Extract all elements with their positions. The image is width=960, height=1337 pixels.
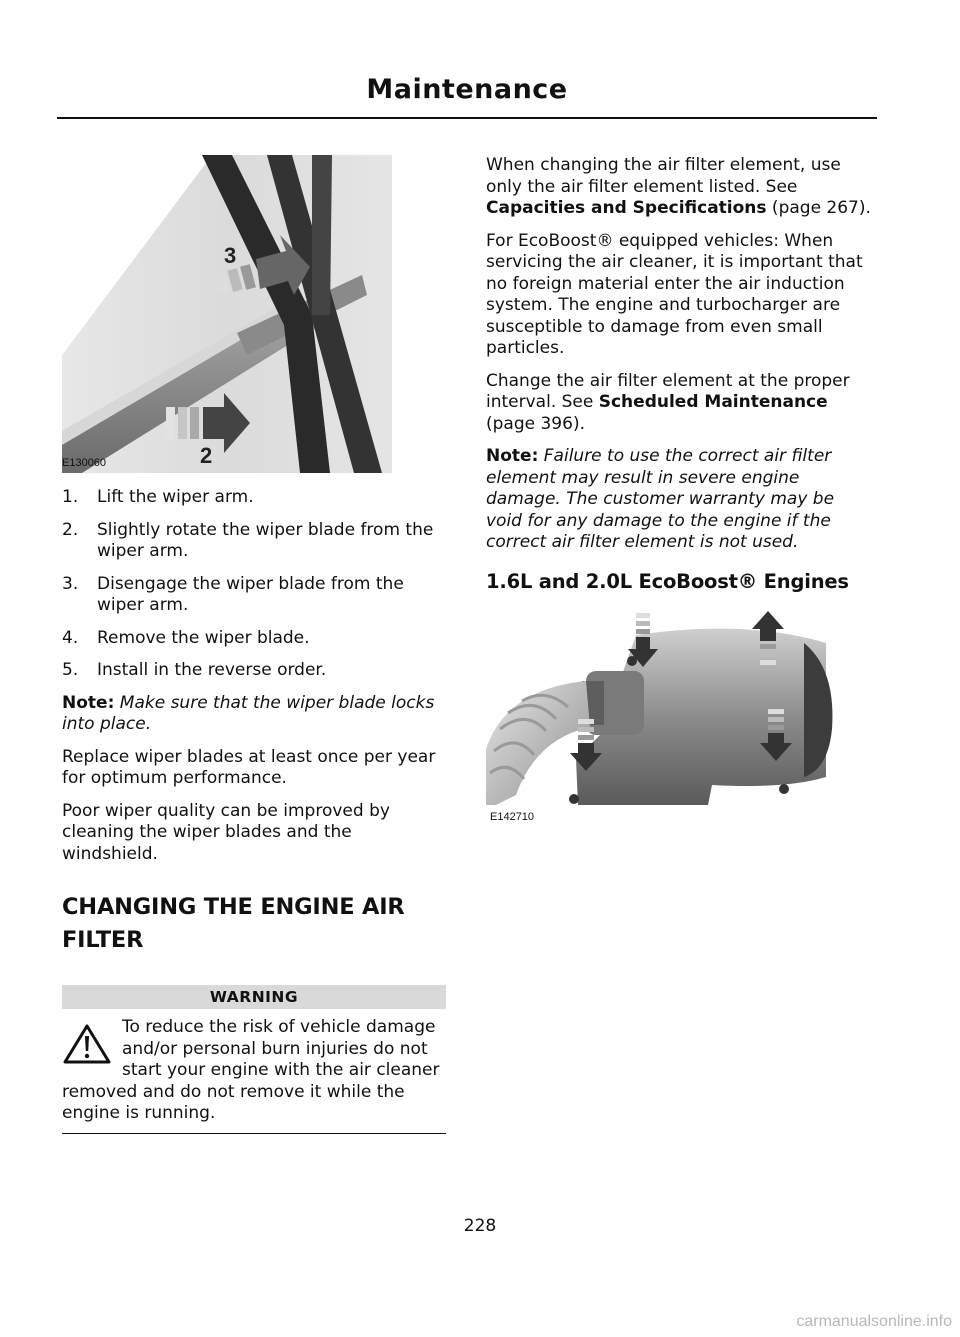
list-item: 5. Install in the reverse order.	[62, 660, 327, 680]
warning-title: WARNING	[62, 985, 446, 1009]
air-filter-figure	[486, 609, 874, 827]
wiper-figure	[62, 155, 446, 473]
paragraph-replace: Replace wiper blades at least once per year for optimum performance.	[62, 746, 436, 788]
wiper-illustration	[62, 155, 446, 473]
steps-list	[62, 487, 446, 682]
callout-3: 3	[224, 243, 237, 268]
link-capacities[interactable]: Capacities and Specifications	[486, 198, 767, 218]
warning-text: To reduce the risk of vehicle damage and/or personal burn injuries do not start your engine with the air cleaner removed and do not remove it while the engine is running.	[62, 1017, 440, 1123]
page-title: Maintenance	[366, 74, 568, 105]
paragraph-filter-element: When changing the air filter element, use only the air filter element listed. See Capacities and Specifications (page 267).	[486, 155, 871, 218]
figure-id: E130060	[62, 457, 107, 469]
note-correct-filter: Note: Failure to use the correct air filter element may result in severe engine damage. The customer warranty may be void for any damage to the engine if the correct air filter element is not used.	[486, 446, 835, 552]
paragraph-poor-quality: Poor wiper quality can be improved by cleaning the wiper blades and the windshield.	[62, 800, 390, 864]
link-scheduled-maintenance[interactable]: Scheduled Maintenance	[598, 392, 828, 412]
list-item: 1. Lift the wiper arm.	[62, 487, 254, 507]
paragraph-interval: Change the air filter element at the proper interval. See Scheduled Maintenance (page 396).	[486, 370, 850, 434]
section-heading: CHANGING THE ENGINE AIR FILTER	[62, 894, 405, 953]
paragraph-ecoboost: For EcoBoost® equipped vehicles: When servicing the air cleaner, it is important that no foreign material enter the air induction system. The engine and turbocharger are susceptible to damage from even small particles.	[486, 230, 863, 358]
watermark: carmanualsonline.info	[796, 1313, 952, 1330]
warning-box	[62, 985, 446, 1134]
air-filter-illustration	[486, 609, 874, 827]
callout-2: 2	[200, 443, 213, 468]
right-column	[486, 155, 874, 827]
list-item: 3. Disengage the wiper blade from the wiper arm.	[62, 573, 404, 615]
list-item: 2. Slightly rotate the wiper blade from the wiper arm.	[62, 519, 434, 561]
engines-subheading: 1.6L and 2.0L EcoBoost® Engines	[486, 569, 849, 593]
left-column	[62, 155, 446, 1134]
note-locks: Note: Make sure that the wiper blade locks into place.	[62, 692, 435, 734]
warning-triangle-icon	[62, 1023, 112, 1065]
header-rule	[57, 117, 877, 119]
warning-rule	[62, 1133, 446, 1134]
figure-id: E142710	[490, 810, 535, 823]
page-number: 228	[463, 1216, 497, 1236]
list-item: 4. Remove the wiper blade.	[62, 627, 310, 648]
